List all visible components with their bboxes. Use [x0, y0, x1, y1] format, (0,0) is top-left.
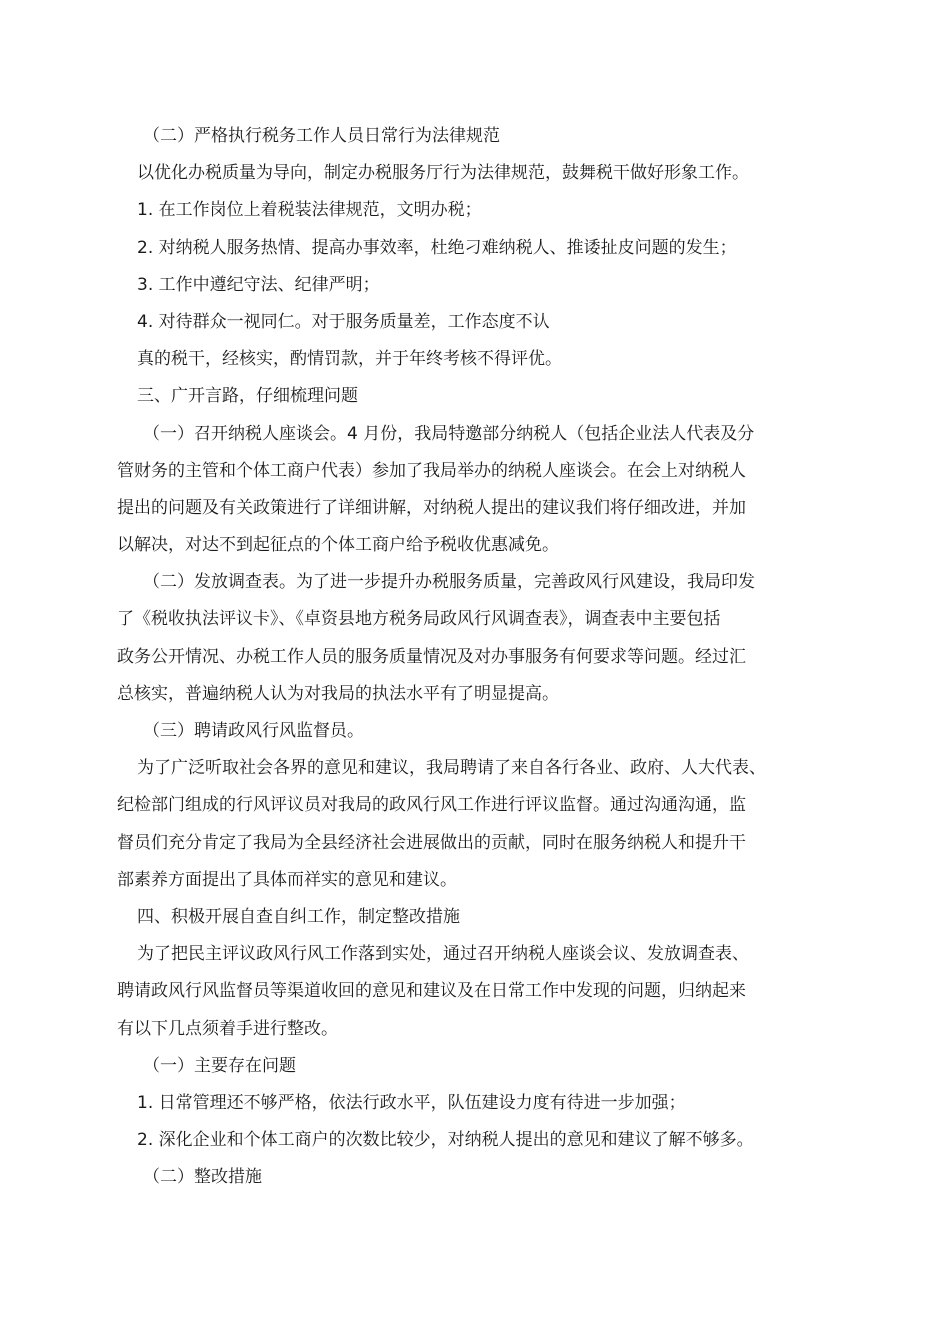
- section-heading: [117, 1048, 839, 1085]
- text-line: 了《税收执法评议卡》、《卓资县地方税务局政风行风调查表》，调查表中主要包括: [117, 609, 721, 630]
- text-line: （二）严格执行税务工作人员日常行为法律规范: [143, 126, 500, 146]
- text-line: （三）聘请政风行风监督员。: [143, 721, 364, 741]
- paragraph: [117, 416, 839, 565]
- text-line: 以解决，对达不到起征点的个体工商户给予税收优惠减免。: [117, 535, 559, 556]
- section-heading: [117, 118, 839, 155]
- text-line: （一）主要存在问题: [143, 1055, 296, 1076]
- paragraph: [117, 936, 839, 1048]
- text-line: 四、积极开展自查自纠工作，制定整改措施: [137, 906, 460, 927]
- text-line: 部素养方面提出了具体而祥实的意见和建议。: [117, 869, 457, 890]
- paragraph: [117, 564, 839, 713]
- text-line: 为了广泛听取社会各界的意见和建议，我局聘请了来自各行各业、政府、人大代表、: [137, 758, 766, 779]
- list-item: [117, 267, 839, 304]
- section-heading: [117, 713, 839, 750]
- list-item: [117, 1085, 839, 1122]
- list-item: [117, 230, 839, 267]
- text-line: 提出的问题及有关政策进行了详细讲解，对纳税人提出的建议我们将仔细改进，并加: [117, 497, 746, 518]
- text-line: 2. 深化企业和个体工商户的次数比较少，对纳税人提出的意见和建议了解不够多。: [137, 1130, 754, 1151]
- paragraph: [117, 341, 839, 378]
- paragraph: [117, 750, 839, 899]
- text-line: 政务公开情况、办税工作人员的服务质量情况及对办事服务有何要求等问题。经过汇: [117, 646, 746, 667]
- text-line: 2. 对纳税人服务热情、提高办事效率，杜绝刁难纳税人、推诿扯皮问题的发生；: [137, 237, 737, 258]
- text-line: 管财务的主管和个体工商户代表）参加了我局举办的纳税人座谈会。在会上对纳税人: [117, 460, 746, 481]
- text-line: 为了把民主评议政风行风工作落到实处，通过召开纳税人座谈会议、发放调查表、: [137, 944, 749, 965]
- paragraph: [117, 155, 839, 192]
- text-line: 有以下几点须着手进行整改。: [117, 1018, 338, 1039]
- text-line: 三、广开言路，仔细梳理问题: [137, 386, 358, 407]
- text-line: 总核实，普遍纳税人认为对我局的执法水平有了明显提高。: [117, 683, 559, 704]
- text-line: 以优化办税质量为导向，制定办税服务厅行为法律规范，鼓舞税干做好形象工作。: [137, 163, 749, 184]
- section-heading: [117, 378, 839, 415]
- document-body: [117, 118, 839, 1196]
- list-item: [117, 304, 839, 341]
- text-line: （二）整改措施: [143, 1167, 262, 1188]
- text-line: （一）召开纳税人座谈会。4 月份，我局特邀部分纳税人（包括企业法人代表及分: [143, 423, 755, 444]
- text-line: 纪检部门组成的行风评议员对我局的政风行风工作进行评议监督。通过沟通沟通，监: [117, 795, 746, 816]
- text-line: 1. 日常管理还不够严格，依法行政水平，队伍建设力度有待进一步加强；: [137, 1092, 686, 1113]
- text-line: 4. 对待群众一视同仁。对于服务质量差，工作态度不认: [137, 311, 550, 332]
- text-line: 聘请政风行风监督员等渠道收回的意见和建议及在日常工作中发现的问题，归纳起来: [117, 981, 746, 1002]
- text-line: （二）发放调查表。为了进一步提升办税服务质量，完善政风行风建设，我局印发: [143, 572, 755, 593]
- list-item: [117, 1122, 839, 1159]
- section-heading: [117, 1159, 839, 1196]
- text-line: 真的税干，经核实，酌情罚款，并于年终考核不得评优。: [137, 349, 562, 370]
- list-item: [117, 192, 839, 229]
- text-line: 3. 工作中遵纪守法、纪律严明；: [137, 274, 380, 295]
- text-line: 督员们充分肯定了我局为全县经济社会进展做出的贡献，同时在服务纳税人和提升干: [117, 832, 746, 853]
- section-heading: [117, 899, 839, 936]
- text-line: 1. 在工作岗位上着税装法律规范，文明办税；: [137, 200, 482, 221]
